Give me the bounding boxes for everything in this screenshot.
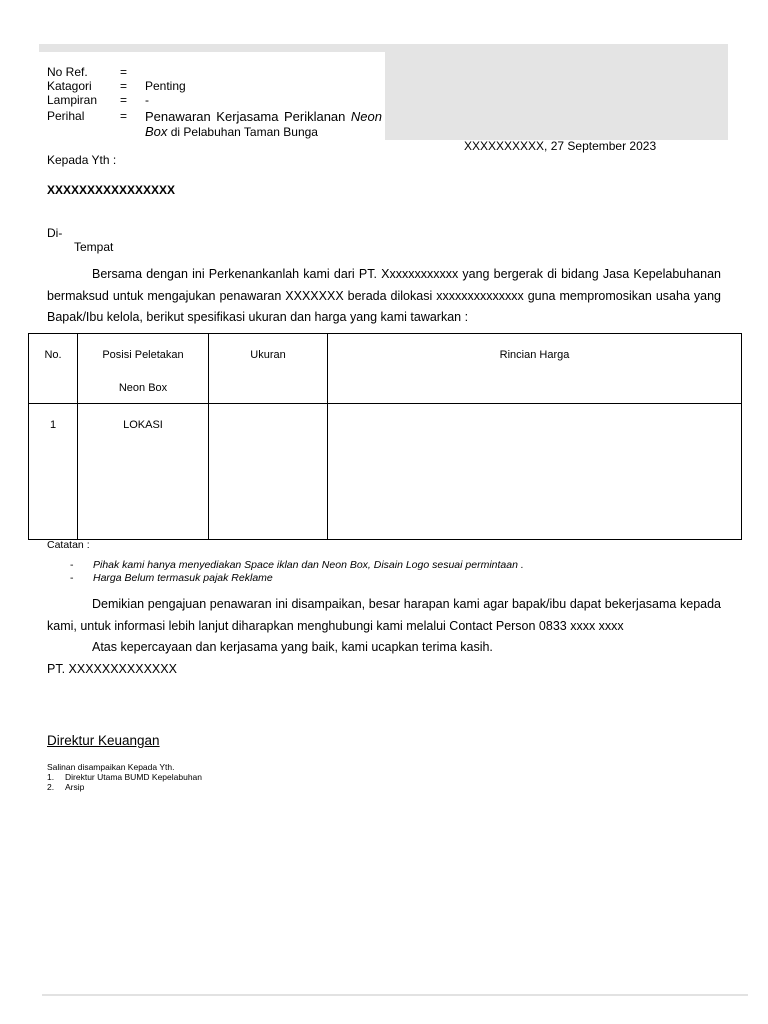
signature-title: Direktur Keuangan (47, 733, 160, 748)
recipient-name: XXXXXXXXXXXXXXXX (47, 183, 176, 197)
th-posisi-label-1: Posisi Peletakan (102, 349, 184, 361)
th-ukuran (209, 334, 328, 404)
th-no (29, 334, 78, 404)
th-no-label: No. (44, 349, 62, 361)
note-dash: - (70, 572, 74, 584)
footer-divider (42, 994, 748, 996)
list-item (47, 782, 202, 792)
td-no-value: 1 (49, 419, 57, 431)
td-posisi-value: LOKASI (123, 419, 163, 431)
th-posisi (78, 334, 209, 404)
meta-row-kategori (0, 79, 400, 93)
intro-text: Bersama dengan ini Perkenankanlah kami dari PT. Xxxxxxxxxxxx yang bergerak di bidang Jasa Kepelabuhanan bermaksud untuk mengajukan penawaran XXXXXXX berada dilokasi xxxxxxxxxxxxxx guna mempromosikan usaha yang Bapak/Ibu kelola, berikut spesifikasi ukuran dan harga yang kami tawarkan : (47, 267, 721, 324)
meta-sep: = (120, 65, 128, 79)
td-posisi (78, 404, 209, 540)
note-text: Harga Belum termasuk pajak Reklame (93, 572, 273, 584)
intro-paragraph (47, 264, 721, 329)
th-rincian (328, 334, 742, 404)
th-rincian-label: Rincian Harga (499, 349, 570, 361)
letter-date: XXXXXXXXXX, 27 September 2023 (464, 139, 657, 153)
cc-list (47, 762, 202, 792)
notes-list (70, 559, 524, 585)
cc-text: Direktur Utama BUMD Kepelabuhan (65, 772, 203, 782)
recipient-greeting: Kepada Yth : (47, 153, 117, 167)
cc-title: Salinan disampaikan Kepada Yth. (47, 762, 175, 772)
thanks-text: Atas kepercayaan dan kerjasama yang baik, kami ucapkan terima kasih. (92, 640, 493, 654)
meta-row-perihal (0, 109, 140, 123)
meta-sep: = (120, 109, 128, 123)
cc-number: 2. (47, 782, 55, 792)
company-name: PT. XXXXXXXXXXXXX (47, 662, 177, 676)
cc-number: 1. (47, 772, 55, 782)
list-item (70, 559, 524, 572)
meta-value: - (145, 93, 149, 107)
th-ukuran-label: Ukuran (250, 349, 286, 361)
td-ukuran (209, 404, 328, 540)
meta-sep: = (120, 93, 128, 107)
note-dash: - (70, 559, 74, 571)
thanks-paragraph (47, 637, 721, 659)
meta-key: Lampiran (47, 93, 98, 107)
closing-paragraph (47, 594, 721, 637)
perihal-text-3: Taman Bunga (243, 125, 318, 139)
meta-sep: = (120, 79, 128, 93)
perihal-italic: Neon Box (145, 109, 382, 139)
meta-key: Perihal (47, 109, 85, 123)
perihal-text: Penawaran Kerjasama Periklanan (145, 109, 351, 124)
header-shade-box (393, 44, 728, 140)
notes-title: Catatan : (47, 539, 90, 551)
meta-row-ref (0, 65, 400, 79)
list-item (70, 572, 524, 585)
meta-row-lampiran (0, 93, 400, 107)
td-no (29, 404, 78, 540)
td-rincian (328, 404, 742, 540)
closing-text: Demikian pengajuan penawaran ini disampaikan, besar harapan kami agar bapak/ibu dapat bekerjasama kepada kami, untuk informasi lebih lanjut diharapkan menghubungi kami melalui Contact Person 0833 xxxx xxxx (47, 597, 721, 633)
table-row (29, 404, 742, 540)
list-item (47, 772, 202, 782)
cc-text: Arsip (65, 782, 85, 792)
recipient-place: Tempat (74, 240, 114, 254)
recipient-di: Di- (47, 226, 63, 240)
meta-key: No Ref. (47, 65, 88, 79)
th-posisi-label-2: Neon Box (118, 382, 168, 394)
meta-key: Katagori (47, 79, 92, 93)
offer-table (28, 333, 742, 540)
perihal-value (145, 109, 382, 140)
table-header-row (29, 334, 742, 404)
perihal-text-2: di Pelabuhan (167, 125, 244, 139)
note-text: Pihak kami hanya menyediakan Space iklan dan Neon Box, Disain Logo sesuai permintaan . (93, 559, 524, 571)
meta-value: Penting (145, 79, 186, 93)
